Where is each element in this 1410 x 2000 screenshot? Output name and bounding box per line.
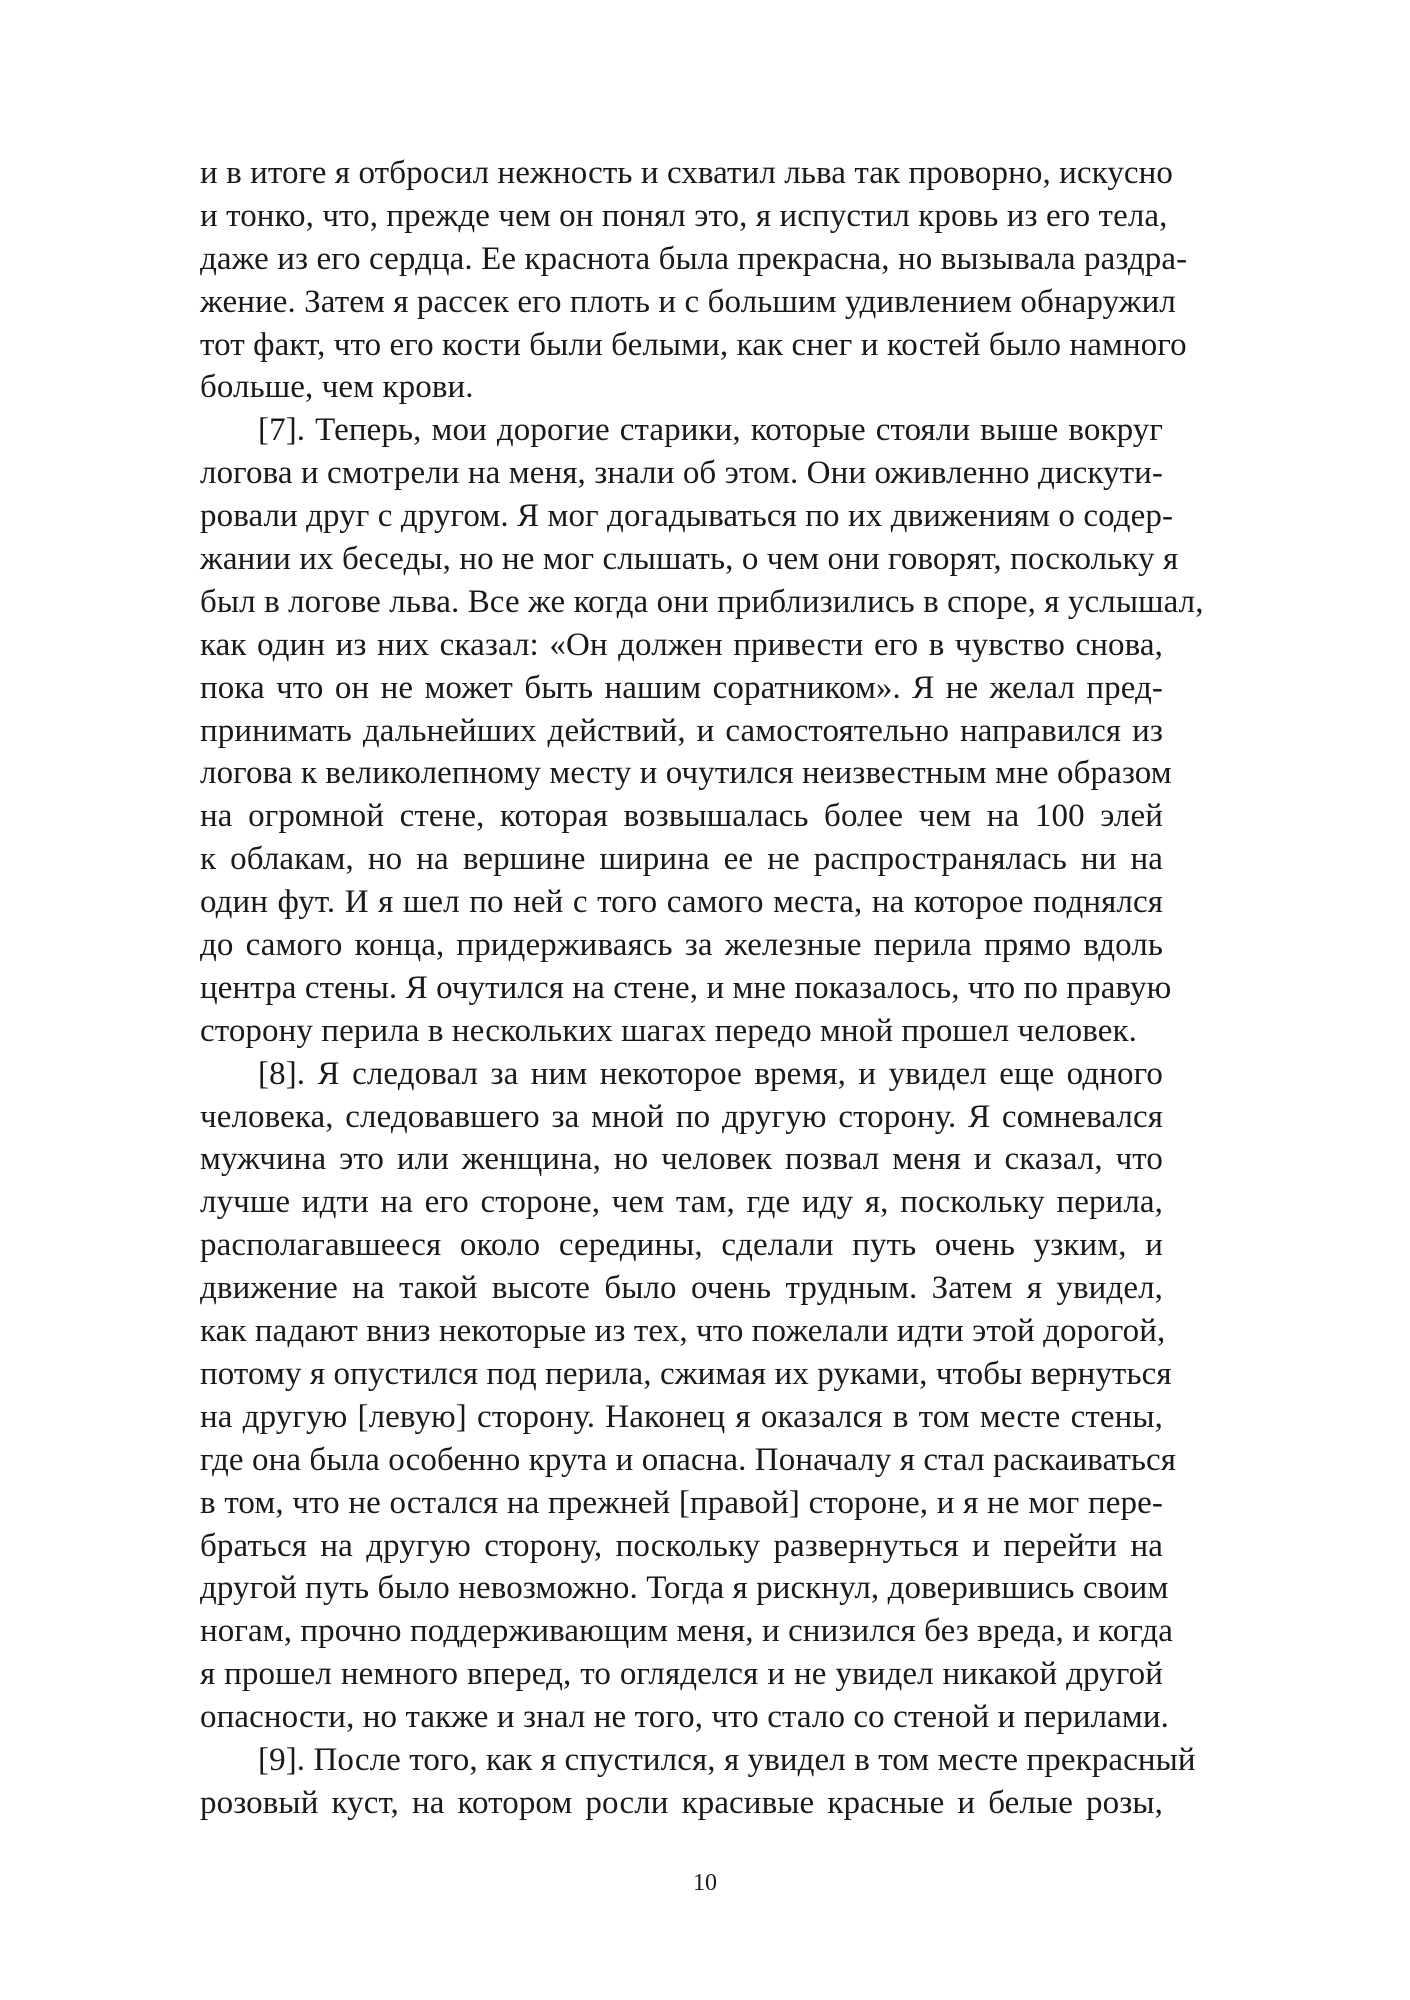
text-line: ровали друг с другом. Я мог догадываться по их движениям о содер- (200, 498, 1174, 535)
text-line: тот факт, что его кости были белыми, как снег и костей было намного (200, 326, 1187, 363)
text-line: на другую [левую] сторону. Наконец я оказался в том месте стены, (200, 1398, 1163, 1435)
text-line: на огромной стене, которая возвышалась более чем на 100 элей (200, 798, 1163, 835)
text-line: к облакам, но на вершине ширина ее не распространялась ни на (200, 841, 1163, 878)
paragraph (200, 1053, 1177, 1739)
text-line: [8]. Я следовал за ним некоторое время, и увидел еще одного (258, 1055, 1163, 1092)
text-line: логова к великолепному месту и очутился неизвестным мне образом (200, 755, 1172, 792)
text-line: ногам, прочно поддерживающим меня, и снизился без вреда, и когда (200, 1613, 1173, 1650)
text-line: даже из его сердца. Ее краснота была прекрасна, но вызывала раздра- (200, 240, 1188, 277)
paragraph (200, 409, 1204, 1052)
paragraph (200, 152, 1188, 409)
text-line: логова и смотрели на меня, знали об этом. Они оживленно дискути- (200, 455, 1163, 492)
text-line: один фут. И я шел по ней с того самого места, на которое поднялся (200, 884, 1163, 921)
page-number: 10 (693, 1870, 717, 1896)
text-line: опасности, но также и знал не того, что стало со стеной и перилами. (200, 1699, 1169, 1736)
body-text (200, 152, 1204, 1825)
text-line: другой путь было невозможно. Тогда я рискнул, доверившись своим (200, 1570, 1169, 1607)
text-line: розовый куст, на котором росли красивые красные и белые розы, (200, 1784, 1163, 1821)
text-line: жение. Затем я рассек его плоть и с большим удивлением обнаружил (200, 283, 1176, 320)
text-line: был в логове льва. Все же когда они приблизились в споре, я услышал, (200, 583, 1204, 620)
text-line: принимать дальнейших действий, и самостоятельно направился из (200, 712, 1163, 749)
text-line: движение на такой высоте было очень трудным. Затем я увидел, (200, 1270, 1163, 1307)
text-line: человека, следовавшего за мной по другую сторону. Я сомневался (200, 1098, 1163, 1135)
text-line: больше, чем крови. (200, 369, 474, 406)
text-line: в том, что не остался на прежней [правой] стороне, и я не мог пере- (200, 1484, 1163, 1521)
text-line: как один из них сказал: «Он должен привести его в чувство снова, (200, 626, 1163, 663)
text-line: как падают вниз некоторые из тех, что пожелали идти этой дорогой, (200, 1313, 1166, 1350)
text-line: сторону перила в нескольких шагах передо мной прошел человек. (200, 1012, 1137, 1049)
paragraph (200, 1739, 1196, 1825)
text-line: где она была особенно крута и опасна. Поначалу я стал раскаиваться (200, 1441, 1177, 1478)
text-line: пока что он не может быть нашим соратником». Я не желал пред- (200, 669, 1163, 706)
text-line: и в итоге я отбросил нежность и схватил льва так проворно, искусно (200, 155, 1174, 191)
text-line: потому я опустился под перила, сжимая их руками, чтобы вернуться (200, 1355, 1172, 1392)
text-line: [9]. После того, как я спустился, я увидел в том месте прекрасный (258, 1741, 1196, 1778)
text-line: жании их беседы, но не мог слышать, о чем они говорят, поскольку я (200, 541, 1179, 578)
text-line: до самого конца, придерживаясь за железные перила прямо вдоль (200, 927, 1163, 964)
text-line: мужчина это или женщина, но человек позвал меня и сказал, что (200, 1141, 1163, 1178)
text-line: и тонко, что, прежде чем он понял это, я испустил кровь из его тела, (200, 197, 1168, 234)
text-line: браться на другую сторону, поскольку развернуться и перейти на (200, 1527, 1163, 1564)
text-line: [7]. Теперь, мои дорогие старики, которые стояли выше вокруг (258, 412, 1163, 449)
text-line: я прошел немного вперед, то огляделся и не увидел никакой другой (200, 1656, 1163, 1693)
text-line: располагавшееся около середины, сделали путь очень узким, и (200, 1227, 1163, 1264)
text-line: центра стены. Я очутился на стене, и мне показалось, что по правую (200, 969, 1172, 1006)
text-line: лучше идти на его стороне, чем там, где иду я, поскольку перила, (200, 1184, 1163, 1221)
